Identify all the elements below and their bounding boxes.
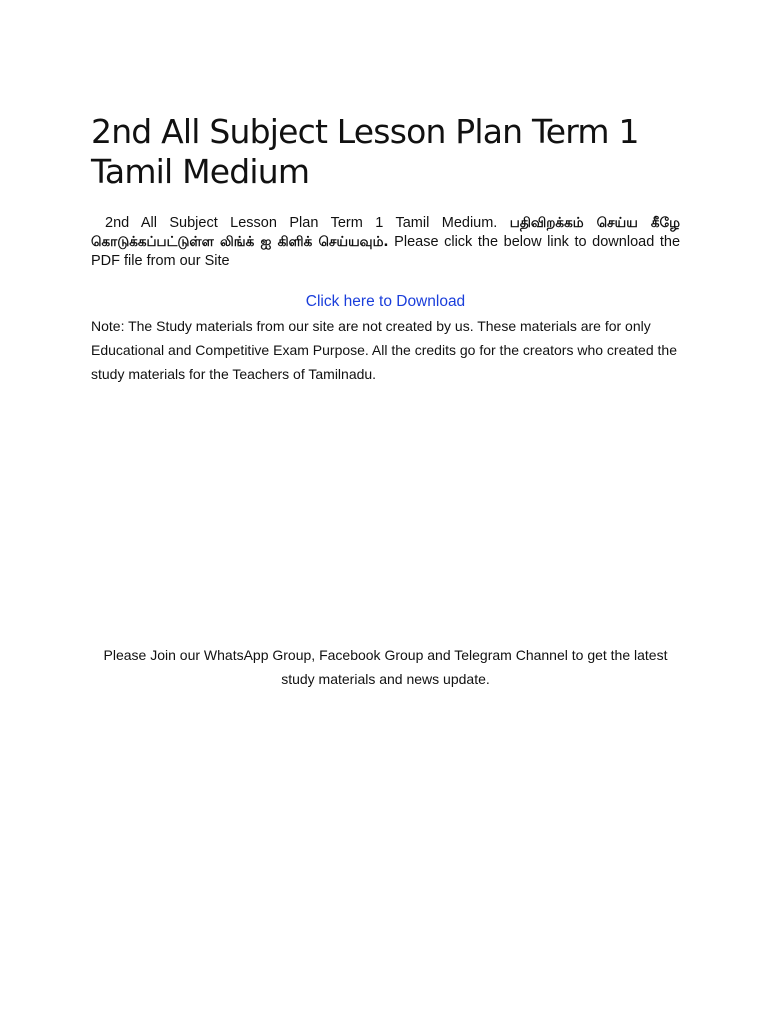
intro-instruction-text: Please click the below link to download the PDF file from our Site <box>91 234 681 269</box>
intro-paragraph <box>91 214 680 271</box>
intro-tamil-text: பதிவிறக்கம் செய்ய கீழே கொடுக்கப்பட்டுள்ள லிங்க் ஐ கிளிக் செய்யவும். <box>91 215 681 250</box>
intro-english-text: 2nd All Subject Lesson Plan Term 1 Tamil Medium. <box>105 215 498 231</box>
page-title: 2nd All Subject Lesson Plan Term 1 Tamil Medium <box>91 112 639 191</box>
download-link[interactable]: Click here to Download <box>305 293 466 310</box>
disclaimer-note: Note: The Study materials from our site are not created by us. These materials are for only Educational and Competitive Exam Purpose. All the credits go for the creators who created the study materials for the Teachers of Tamilnadu. <box>91 318 677 382</box>
join-groups-message: Please Join our WhatsApp Group, Facebook Group and Telegram Channel to get the latest study materials and news update. <box>103 647 668 687</box>
